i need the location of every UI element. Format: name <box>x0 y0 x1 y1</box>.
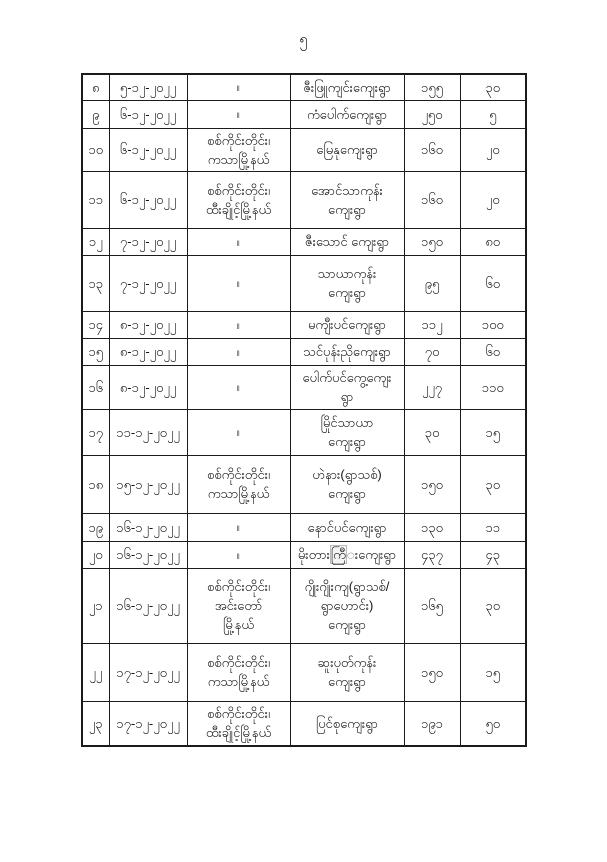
ditto-mark: ။ <box>236 547 241 562</box>
date-cell: ၆-၁၂-၂၀၂၂ <box>109 100 187 128</box>
count-primary-cell: ၉၅ <box>404 255 460 311</box>
count-secondary-cell: ၁၅ <box>460 643 526 701</box>
table-row <box>82 338 526 365</box>
township-cell <box>187 255 290 311</box>
date-cell: ၅-၁၂-၂၀၂၂ <box>109 74 187 100</box>
count-secondary-cell: ၁၁ <box>460 513 526 541</box>
township-cell <box>187 513 290 541</box>
count-secondary-cell: ၁၀၀ <box>460 311 526 338</box>
date-cell: ၆-၁၂-၂၀၂၂ <box>109 128 187 171</box>
ditto-mark: ။ <box>236 425 241 439</box>
date-cell: ၁၆-၁၂-၂၀၂၂ <box>109 541 187 568</box>
township-cell <box>187 100 290 128</box>
table-row <box>82 409 526 455</box>
township-cell: စစ်ကိုင်းတိုင်း၊ ကသာမြို့နယ် <box>187 455 290 513</box>
count-primary-cell: ၄၃၇ <box>404 541 460 568</box>
count-primary-cell: ၁၅၀ <box>404 228 460 255</box>
count-primary-cell: ၁၅၅ <box>404 74 460 100</box>
count-secondary-cell: ၃၀ <box>460 455 526 513</box>
serial-number-cell: ၂၁ <box>82 568 109 643</box>
date-cell: ၇-၁၂-၂၀၂၂ <box>109 228 187 255</box>
serial-number-cell: ၂၃ <box>82 701 109 746</box>
village-name-cell: ဂျိုးဂျိုးကျ(ရွာသစ်/ ရွာဟောင်း) ကျေးရွာ <box>290 568 404 643</box>
serial-number-cell: ၁၈ <box>82 455 109 513</box>
serial-number-cell: ၂၂ <box>82 643 109 701</box>
date-cell: ၁၇-၁၂-၂၀၂၂ <box>109 701 187 746</box>
serial-number-cell: ၁၁ <box>82 171 109 228</box>
township-cell <box>187 228 290 255</box>
count-primary-cell: ၇၀ <box>404 338 460 365</box>
count-secondary-cell: ၈၀ <box>460 228 526 255</box>
count-secondary-cell: ၁၅ <box>460 409 526 455</box>
date-cell: ၁၆-၁၂-၂၀၂၂ <box>109 568 187 643</box>
count-primary-cell: ၁၁၂ <box>404 311 460 338</box>
date-cell: ၆-၁၂-၂၀၂၂ <box>109 171 187 228</box>
ditto-mark: ။ <box>236 276 241 290</box>
date-cell: ၁၅-၁၂-၂၀၂၂ <box>109 455 187 513</box>
village-name-cell: မိုးတားကြီးကျေးရွာ <box>290 541 404 568</box>
count-primary-cell: ၁၆၀ <box>404 128 460 171</box>
ditto-mark: ။ <box>236 380 241 394</box>
ditto-mark: ။ <box>236 344 241 359</box>
ditto-mark: ။ <box>236 80 241 95</box>
table-row <box>82 171 526 228</box>
village-name-cell: ပေါက်ပင်ကွေ့ကျေး ရွာ <box>290 365 404 409</box>
count-secondary-cell: ၅၀ <box>460 701 526 746</box>
serial-number-cell: ၁၄ <box>82 311 109 338</box>
table-row <box>82 100 526 128</box>
count-secondary-cell: ၅ <box>460 100 526 128</box>
table-row <box>82 255 526 311</box>
date-cell: ၁၁-၁၂-၂၀၂၂ <box>109 409 187 455</box>
count-primary-cell: ၁၃၀ <box>404 513 460 541</box>
village-name-cell: ဇီးဖြူကျင်းကျေးရွာ <box>290 74 404 100</box>
village-name-cell: မကျီးပင်ကျေးရွာ <box>290 311 404 338</box>
serial-number-cell: ၈ <box>82 74 109 100</box>
village-name-cell: ဆူးပုတ်ကုန်း ကျေးရွာ <box>290 643 404 701</box>
table-row <box>82 541 526 568</box>
ditto-mark: ။ <box>236 520 241 534</box>
date-cell: ၈-၁၂-၂၀၂၂ <box>109 365 187 409</box>
serial-number-cell: ၁၀ <box>82 128 109 171</box>
table-row <box>82 513 526 541</box>
village-name-cell: သင်ပုန်းညိုကျေးရွာ <box>290 338 404 365</box>
township-cell: စစ်ကိုင်းတိုင်း၊ ထီးချိုင့်မြို့နယ် <box>187 171 290 228</box>
count-primary-cell: ၁၆၀ <box>404 171 460 228</box>
township-cell <box>187 311 290 338</box>
township-cell: စစ်ကိုင်းတိုင်း၊ ကသာမြို့နယ် <box>187 643 290 701</box>
report-table-body <box>82 74 526 746</box>
count-primary-cell: ၂၂၇ <box>404 365 460 409</box>
count-secondary-cell: ၄၃ <box>460 541 526 568</box>
village-name-cell: ကံပေါက်ကျေးရွာ <box>290 100 404 128</box>
count-primary-cell: ၁၅၀ <box>404 643 460 701</box>
serial-number-cell: ၁၆ <box>82 365 109 409</box>
serial-number-cell: ၁၃ <box>82 255 109 311</box>
table-row <box>82 128 526 171</box>
count-secondary-cell: ၃၀ <box>460 74 526 100</box>
count-primary-cell: ၁၆၅ <box>404 568 460 643</box>
village-name-cell: အောင်သာကုန်း ကျေးရွာ <box>290 171 404 228</box>
township-cell: စစ်ကိုင်းတိုင်း၊ အင်းတော် မြို့နယ် <box>187 568 290 643</box>
date-cell: ၈-၁၂-၂၀၂၂ <box>109 311 187 338</box>
village-report-table <box>81 73 527 747</box>
village-name-cell: ဟဲနား(ရွာသစ်) ကျေးရွာ <box>290 455 404 513</box>
serial-number-cell: ၁၉ <box>82 513 109 541</box>
serial-number-cell: ၁၅ <box>82 338 109 365</box>
ditto-mark: ။ <box>236 317 241 332</box>
count-secondary-cell: ၆၀ <box>460 255 526 311</box>
table-row <box>82 74 526 100</box>
count-secondary-cell: ၆၀ <box>460 338 526 365</box>
count-primary-cell: ၁၅၀ <box>404 455 460 513</box>
count-secondary-cell: ၂၀ <box>460 128 526 171</box>
count-secondary-cell: ၂၀ <box>460 171 526 228</box>
township-cell: စစ်ကိုင်းတိုင်း၊ ကသာမြို့နယ် <box>187 128 290 171</box>
ditto-mark: ။ <box>236 234 241 249</box>
village-name-cell: မြေနုကျေးရွာ <box>290 128 404 171</box>
township-cell <box>187 338 290 365</box>
table-row <box>82 228 526 255</box>
township-cell <box>187 74 290 100</box>
table-row <box>82 701 526 746</box>
count-secondary-cell: ၃၀ <box>460 568 526 643</box>
ditto-mark: ။ <box>236 107 241 121</box>
count-secondary-cell: ၁၁၀ <box>460 365 526 409</box>
village-name-cell: ပြင်စုကျေးရွာ <box>290 701 404 746</box>
village-name-cell: ဇီးသောင် ကျေးရွာ <box>290 228 404 255</box>
date-cell: ၈-၁၂-၂၀၂၂ <box>109 338 187 365</box>
count-primary-cell: ၃၀ <box>404 409 460 455</box>
table-row <box>82 365 526 409</box>
date-cell: ၁၆-၁၂-၂၀၂၂ <box>109 513 187 541</box>
village-name-cell: မြိုင်သာယာ ကျေးရွာ <box>290 409 404 455</box>
table-row <box>82 455 526 513</box>
serial-number-cell: ၁၂ <box>82 228 109 255</box>
village-name-cell: နောင်ပင်ကျေးရွာ <box>290 513 404 541</box>
count-primary-cell: ၁၉၁ <box>404 701 460 746</box>
date-cell: ၇-၁၂-၂၀၂၂ <box>109 255 187 311</box>
page-number: ၅ <box>299 31 308 48</box>
township-cell <box>187 409 290 455</box>
serial-number-cell: ၉ <box>82 100 109 128</box>
township-cell <box>187 365 290 409</box>
serial-number-cell: ၂၀ <box>82 541 109 568</box>
serial-number-cell: ၁၇ <box>82 409 109 455</box>
table-row <box>82 643 526 701</box>
count-primary-cell: ၂၅၀ <box>404 100 460 128</box>
table-row <box>82 568 526 643</box>
township-cell <box>187 541 290 568</box>
boxed-text-artifact: ကြီ <box>330 547 346 562</box>
village-name-cell: သာယာကုန်း ကျေးရွာ <box>290 255 404 311</box>
township-cell: စစ်ကိုင်းတိုင်း၊ ထီးချိုင့်မြို့နယ် <box>187 701 290 746</box>
date-cell: ၁၇-၁၂-၂၀၂၂ <box>109 643 187 701</box>
table-row <box>82 311 526 338</box>
